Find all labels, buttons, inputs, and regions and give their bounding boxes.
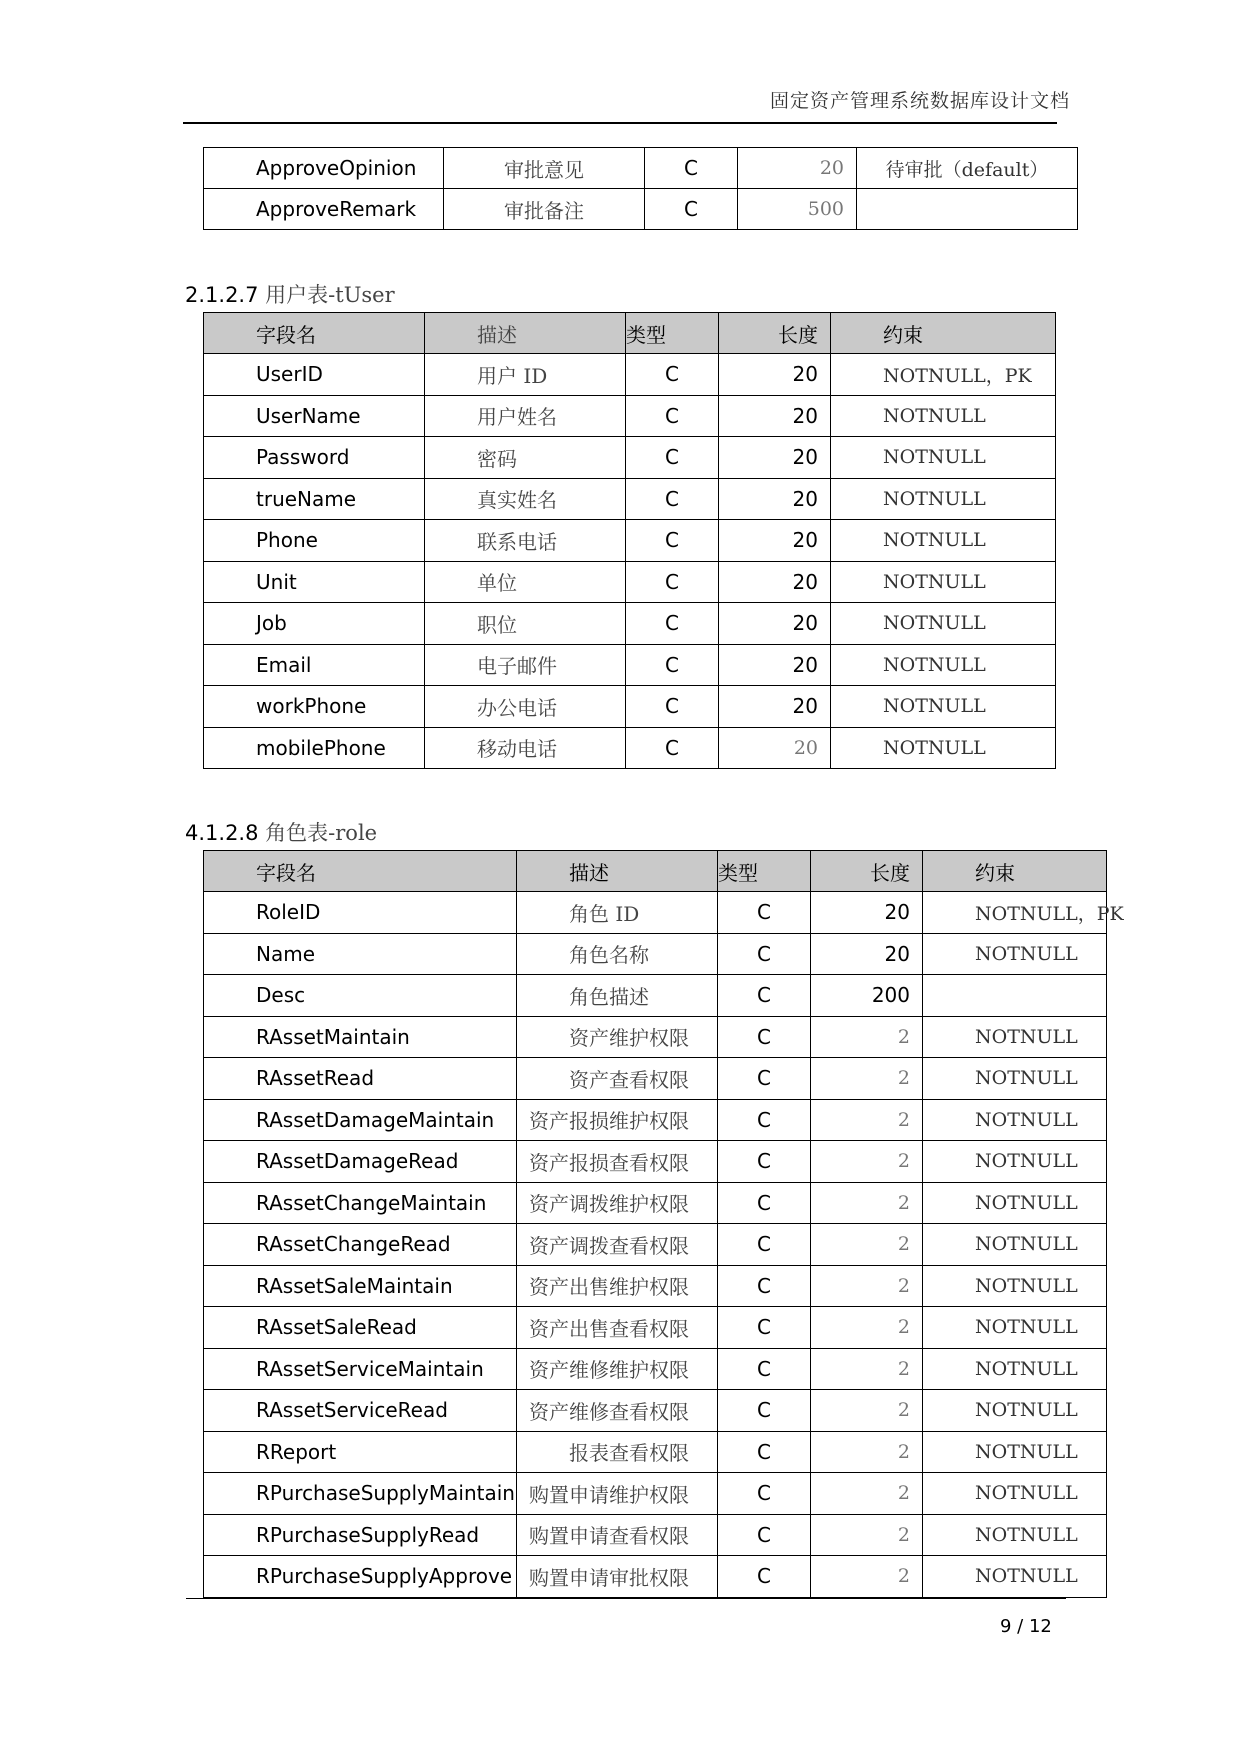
cell-length: 20 [811,933,923,975]
cell-constraint: NOTNULL [831,478,1056,520]
cell-field-name: UserName [204,395,425,437]
cell-type: C [718,1099,811,1141]
table-row [204,1141,1107,1183]
cell-constraint: NOTNULL [923,1265,1107,1307]
cell-constraint: NOTNULL [831,395,1056,437]
cell-constraint: NOTNULL [923,1390,1107,1432]
cell-type: C [626,644,719,686]
cell-description: 资产出售查看权限 [517,1307,718,1349]
user-section-number: 2.1.2.7 [185,283,259,307]
table-row [204,1099,1107,1141]
cell-constraint: NOTNULL [831,727,1056,769]
table-row [204,1556,1107,1598]
cell-field-name: Job [204,603,425,645]
cell-length: 20 [719,644,831,686]
cell-length: 20 [719,395,831,437]
table-row [204,1473,1107,1515]
table-row [204,1265,1107,1307]
header-description: 描述 [425,313,626,354]
cell-length: 200 [811,975,923,1017]
table-row [204,727,1056,769]
cell-length: 2 [811,1556,923,1598]
cell-field-name: Phone [204,520,425,562]
cell-constraint: NOTNULL [923,1182,1107,1224]
table-row [204,148,1078,189]
cell-description: 资产报损查看权限 [517,1141,718,1183]
cell-constraint: NOTNULL [831,603,1056,645]
cell-constraint: NOTNULL [831,437,1056,479]
cell-field-name: RPurchaseSupplyMaintain [204,1473,517,1515]
cell-description: 资产维护权限 [517,1016,718,1058]
cell-field-name: RPurchaseSupplyApprove [204,1556,517,1598]
cell-constraint: NOTNULL [923,1431,1107,1473]
cell-type: C [718,892,811,934]
cell-length: 2 [811,1058,923,1100]
table-row [204,1058,1107,1100]
header-type: 类型 [626,313,719,354]
table-row [204,1431,1107,1473]
cell-field-name: RAssetMaintain [204,1016,517,1058]
cell-type: C [718,1265,811,1307]
table-row [204,1390,1107,1432]
cell-description: 购置申请维护权限 [517,1473,718,1515]
cell-length: 2 [811,1265,923,1307]
cell-length: 2 [811,1099,923,1141]
cell-description: 真实姓名 [425,478,626,520]
cell-length: 500 [738,189,857,230]
cell-description: 角色名称 [517,933,718,975]
cell-field-name: Name [204,933,517,975]
table-row [204,892,1107,934]
cell-type: C [718,1307,811,1349]
cell-constraint: NOTNULL [923,1224,1107,1266]
cell-length: 20 [719,520,831,562]
cell-type: C [718,933,811,975]
cell-constraint: NOTNULL [923,1556,1107,1598]
cell-type: C [626,727,719,769]
table-row [204,478,1056,520]
cell-description: 电子邮件 [425,644,626,686]
table-row [204,1224,1107,1266]
cell-field-name: RAssetDamageRead [204,1141,517,1183]
footer-rule [186,1598,1066,1599]
user-table [203,312,1056,769]
header-constraint: 约束 [923,851,1107,892]
cell-constraint: NOTNULL [923,1307,1107,1349]
cell-type: C [718,1473,811,1515]
cell-type: C [645,148,738,189]
document-header-title: 固定资产管理系统数据库设计文档 [770,90,1071,112]
cell-length: 2 [811,1431,923,1473]
role-section-name: 角色表-role [265,821,378,845]
cell-length: 20 [719,603,831,645]
table-row [204,189,1078,230]
cell-field-name: RReport [204,1431,517,1473]
cell-constraint: NOTNULL [831,644,1056,686]
cell-type: C [718,1058,811,1100]
cell-description: 购置申请查看权限 [517,1514,718,1556]
cell-description: 单位 [425,561,626,603]
cell-constraint [857,189,1078,230]
cell-description: 资产维修查看权限 [517,1390,718,1432]
header-length: 长度 [811,851,923,892]
table-row [204,354,1056,396]
cell-length: 2 [811,1473,923,1515]
header-field-name: 字段名 [204,851,517,892]
table-row [204,1348,1107,1390]
cell-description: 资产报损维护权限 [517,1099,718,1141]
cell-length: 20 [811,892,923,934]
cell-length: 2 [811,1348,923,1390]
cell-description: 审批意见 [444,148,645,189]
cell-description: 资产调拨查看权限 [517,1224,718,1266]
cell-type: C [626,520,719,562]
table-row [204,1307,1107,1349]
table-row [204,644,1056,686]
cell-field-name: ApproveRemark [204,189,444,230]
user-section-name: 用户表-tUser [265,283,395,307]
cell-constraint: NOTNULL，PK [923,892,1107,934]
cell-field-name: RAssetSaleRead [204,1307,517,1349]
cell-length: 20 [719,686,831,728]
table-row [204,561,1056,603]
cell-description: 办公电话 [425,686,626,728]
cell-field-name: RAssetChangeRead [204,1224,517,1266]
cell-type: C [626,561,719,603]
cell-length: 2 [811,1182,923,1224]
cell-description: 职位 [425,603,626,645]
cell-constraint [923,975,1107,1017]
cell-field-name: RAssetChangeMaintain [204,1182,517,1224]
cell-field-name: Password [204,437,425,479]
header-field-name: 字段名 [204,313,425,354]
cell-length: 20 [738,148,857,189]
cell-field-name: RAssetServiceMaintain [204,1348,517,1390]
header-description: 描述 [517,851,718,892]
cell-constraint: NOTNULL [923,1141,1107,1183]
cell-field-name: mobilePhone [204,727,425,769]
table-row [204,1514,1107,1556]
role-table [203,850,1124,1598]
cell-field-name: workPhone [204,686,425,728]
cell-constraint: NOTNULL，PK [831,354,1056,396]
approve-table [203,147,1078,230]
cell-length: 20 [719,727,831,769]
cell-field-name: Unit [204,561,425,603]
cell-constraint: NOTNULL [831,561,1056,603]
cell-type: C [645,189,738,230]
cell-length: 2 [811,1224,923,1266]
header-type: 类型 [718,851,811,892]
cell-type: C [718,1141,811,1183]
header-rule [183,122,1057,124]
cell-field-name: RAssetSaleMaintain [204,1265,517,1307]
page-number: 9 / 12 [1000,1616,1052,1637]
cell-description: 资产出售维护权限 [517,1265,718,1307]
cell-constraint: NOTNULL [923,1348,1107,1390]
cell-constraint: NOTNULL [923,933,1107,975]
cell-field-name: ApproveOpinion [204,148,444,189]
cell-constraint: NOTNULL [923,1514,1107,1556]
cell-type: C [718,1182,811,1224]
cell-description: 用户 ID [425,354,626,396]
cell-constraint: NOTNULL [923,1016,1107,1058]
cell-length: 2 [811,1016,923,1058]
cell-length: 20 [719,561,831,603]
cell-field-name: RPurchaseSupplyRead [204,1514,517,1556]
cell-field-name: Email [204,644,425,686]
cell-length: 20 [719,354,831,396]
cell-constraint: NOTNULL [923,1058,1107,1100]
role-table-title [185,817,377,847]
cell-description: 审批备注 [444,189,645,230]
table-row [204,395,1056,437]
cell-description: 资产调拨维护权限 [517,1182,718,1224]
table-row [204,603,1056,645]
table-row [204,1182,1107,1224]
role-section-number: 4.1.2.8 [185,821,259,845]
cell-type: C [718,1224,811,1266]
cell-type: C [718,975,811,1017]
cell-type: C [626,603,719,645]
cell-field-name: UserID [204,354,425,396]
cell-constraint: NOTNULL [831,686,1056,728]
cell-type: C [626,686,719,728]
cell-constraint: 待审批（default） [857,148,1078,189]
table-row [204,520,1056,562]
cell-constraint: NOTNULL [831,520,1056,562]
cell-type: C [718,1431,811,1473]
cell-type: C [718,1556,811,1598]
cell-description: 角色描述 [517,975,718,1017]
cell-type: C [718,1016,811,1058]
cell-constraint: NOTNULL [923,1473,1107,1515]
cell-description: 角色 ID [517,892,718,934]
table-row [204,933,1107,975]
cell-description: 用户姓名 [425,395,626,437]
cell-field-name: Desc [204,975,517,1017]
cell-length: 2 [811,1141,923,1183]
cell-length: 20 [719,437,831,479]
cell-description: 移动电话 [425,727,626,769]
cell-description: 报表查看权限 [517,1431,718,1473]
cell-type: C [626,395,719,437]
cell-type: C [718,1348,811,1390]
cell-field-name: trueName [204,478,425,520]
cell-field-name: RAssetServiceRead [204,1390,517,1432]
cell-field-name: RAssetDamageMaintain [204,1099,517,1141]
cell-constraint: NOTNULL [923,1099,1107,1141]
cell-type: C [718,1390,811,1432]
cell-description: 资产维修维护权限 [517,1348,718,1390]
header-length: 长度 [719,313,831,354]
table-row [204,686,1056,728]
cell-type: C [626,478,719,520]
table-row [204,1016,1107,1058]
cell-description: 资产查看权限 [517,1058,718,1100]
table-row [204,437,1056,479]
cell-length: 20 [719,478,831,520]
cell-field-name: RAssetRead [204,1058,517,1100]
cell-type: C [626,354,719,396]
header-constraint: 约束 [831,313,1056,354]
cell-description: 联系电话 [425,520,626,562]
user-table-title [185,279,395,309]
cell-length: 2 [811,1390,923,1432]
table-row [204,975,1107,1017]
cell-description: 密码 [425,437,626,479]
cell-type: C [626,437,719,479]
cell-description: 购置申请审批权限 [517,1556,718,1598]
cell-type: C [718,1514,811,1556]
cell-field-name: RoleID [204,892,517,934]
cell-length: 2 [811,1307,923,1349]
cell-length: 2 [811,1514,923,1556]
